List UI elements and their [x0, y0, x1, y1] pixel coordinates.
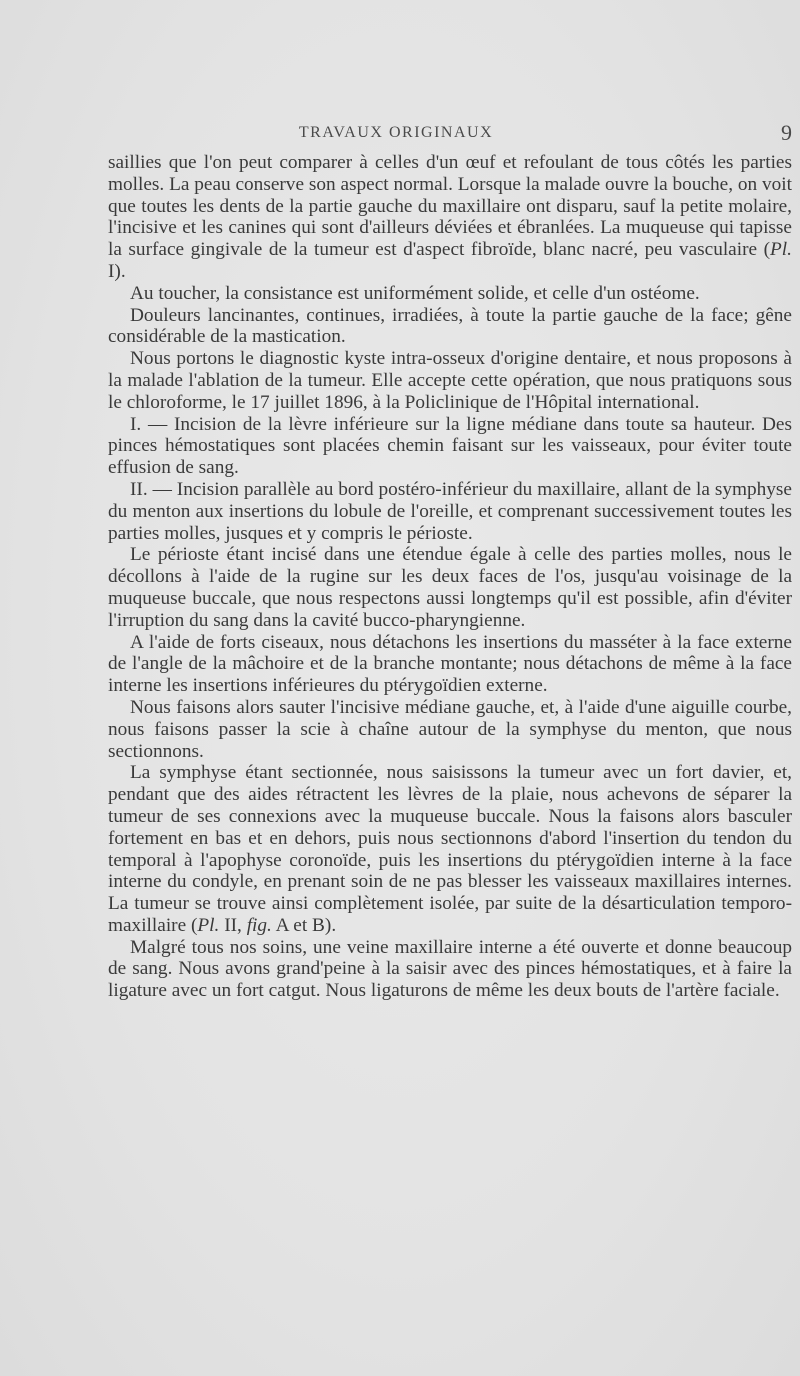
paragraph-text: I. — Incision de la lèvre inférieure sur la ligne médiane dans toute sa hauteur. Des pinces hémostatiques sont placées chemin faisant sur les vaisseaux, pour éviter toute effusion de sang.	[108, 413, 792, 479]
paragraph-text: Le périoste étant incisé dans une étendue égale à celle des parties molles, nous le décollons à l'aide de la rugine sur les deux faces de l'os, jusqu'au voisinage de la muqueuse buccale, que nous respectons aussi longtemps qu'il est possible, afin d'éviter l'irruption du sang dans la cavité bucco-pharyngienne.	[108, 544, 792, 631]
italic-reference: Pl.	[770, 239, 792, 261]
italic-reference: Pl.	[197, 914, 220, 936]
paragraph-text: saillies que l'on peut comparer à celles d'un œuf et refoulant de tous côtés les parties molles. La peau conserve son aspect normal. Lorsque la malade ouvre la bouche, on voit que toutes les dents de la partie gauche du maxillaire ont disparu, sauf la petite molaire, l'incisive et les canines qui sont d'ailleurs déviées et ébranlées. La muqueuse qui tapisse la surface gingivale de la tumeur est d'aspect fibroïde, blanc nacré, peu vasculaire (	[108, 152, 792, 261]
paragraph-text: II. — Incision parallèle au bord postéro-inférieur du maxillaire, allant de la symphyse du menton aux insertions du lobule de l'oreille, et comprenant successivement toutes les parties molles, jusques et y compris le périoste.	[108, 478, 792, 544]
paragraph	[108, 283, 792, 305]
running-head	[108, 120, 792, 148]
paragraph-text: Douleurs lancinantes, continues, irradiées, à toute la partie gauche de la face; gêne considérable de la mastication.	[108, 304, 792, 348]
page-number: 9	[781, 120, 792, 145]
italic-reference: fig.	[246, 914, 272, 936]
paragraph	[108, 544, 792, 631]
paragraph-text: Malgré tous nos soins, une veine maxillaire interne a été ouverte et donne beaucoup de sang. Nous avons grand'peine à la saisir avec des pinces hémostatiques, et à faire la ligature avec un fort catgut. Nous ligaturons de même les deux bouts de l'artère faciale.	[108, 936, 792, 1002]
running-title: TRAVAUX ORIGINAUX	[298, 124, 494, 141]
paragraph-text: A l'aide de forts ciseaux, nous détachons les insertions du masséter à la face externe de l'angle de la mâchoire et de la branche montante; nous détachons de même à la face interne les insertions inférieures du ptérygoïdien externe.	[108, 631, 792, 697]
paragraph	[108, 305, 792, 349]
paragraph-text: Nous faisons alors sauter l'incisive médiane gauche, et, à l'aide d'une aiguille courbe, nous faisons passer la scie à chaîne autour de la symphyse du menton, que nous sectionnons.	[108, 696, 792, 762]
paragraph	[108, 152, 792, 283]
paragraph-text: Nous portons le diagnostic kyste intra-osseux d'origine dentaire, et nous proposons à la malade l'ablation de la tumeur. Elle accepte cette opération, que nous pratiquons sous le chloroforme, le 17 juillet 1896, à la Policlinique de l'Hôpital international.	[108, 348, 792, 413]
paragraph	[108, 762, 792, 936]
paragraph	[108, 697, 792, 762]
paragraph-text: A et B).	[271, 914, 337, 936]
paragraph	[108, 414, 792, 479]
paragraph	[108, 479, 792, 544]
paragraph	[108, 937, 792, 1002]
body-text	[108, 152, 792, 1002]
paragraph	[108, 348, 792, 413]
paragraph-text: II,	[219, 914, 247, 936]
paragraph	[108, 632, 792, 697]
paragraph-text: Au toucher, la consistance est uniformément solide, et celle d'un ostéome.	[130, 282, 700, 304]
paragraph-text: La symphyse étant sectionnée, nous saisissons la tumeur avec un fort davier, et, pendant que des aides rétractent les lèvres de la plaie, nous achevons de séparer la tumeur de ses connexions avec la muqueuse buccale. Nous la faisons alors basculer fortement en bas et en dehors, puis nous sectionnons d'abord l'insertion du tendon du temporal à l'apophyse coronoïde, puis les insertions du ptérygoïdien interne à la face interne du condyle, en prenant soin de ne pas blesser les vaisseaux maxillaires internes. La tumeur se trouve ainsi complètement isolée, par suite de la désarticulation temporo-maxillaire (	[108, 762, 792, 936]
paragraph-text: I).	[108, 260, 126, 282]
